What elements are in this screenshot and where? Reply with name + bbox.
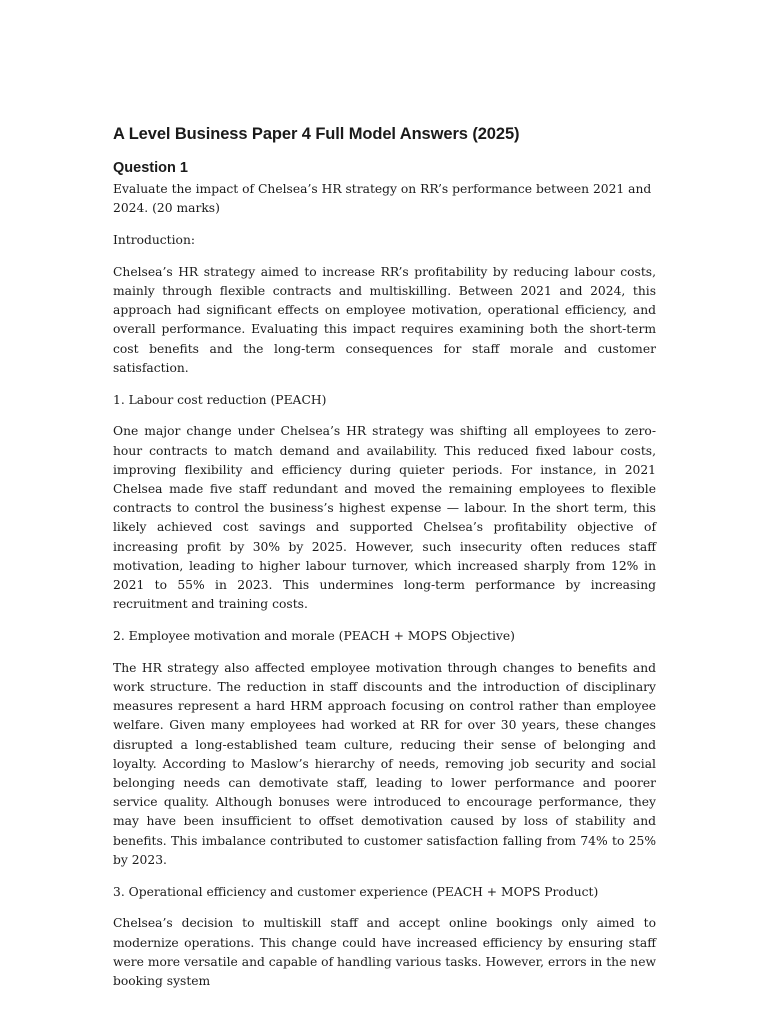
introduction-label: Introduction: <box>113 233 196 247</box>
section-2-heading: 2. Employee motivation and morale (PEACH + MOPS Objective) <box>113 629 515 644</box>
introduction-paragraph: Chelsea’s HR strategy aimed to increase RR’s profitability by reducing labour costs, mainly through flexible contracts and multiskilling. Between 2021 and 2024, this approach had significant effects on employee motivation, operational efficiency, and overall performance. Evaluating this impact requires examining both the short-term cost benefits and the long-term consequences for staff morale and customer satisfaction. <box>113 264 656 375</box>
section-1-paragraph: One major change under Chelsea’s HR strategy was shifting all employees to zero-hour contracts to match demand and availability. This reduced fixed labour costs, improving flexibility and efficiency during quieter periods. For instance, in 2021 Chelsea made five staff redundant and moved the remaining employees to flexible contracts to control the business’s highest expense — labour. In the short term, this likely achieved cost savings and supported Chelsea’s profitability objective of increasing profit by 30% by 2025. However, such insecurity often reduces staff motivation, leading to higher labour turnover, which increased sharply from 12% in 2021 to 55% in 2023. This undermines long-term performance by increasing recruitment and training costs. <box>113 424 656 612</box>
section-1-heading: 1. Labour cost reduction (PEACH) <box>113 392 327 407</box>
section-3-heading: 3. Operational efficiency and customer experience (PEACH + MOPS Product) <box>113 884 599 899</box>
question-text: Evaluate the impact of Chelsea’s HR strategy on RR’s performance between 2021 and 2024. (20 marks) <box>113 182 652 216</box>
question-heading: Question 1 <box>113 160 188 176</box>
section-3-paragraph: Chelsea’s decision to multiskill staff and accept online bookings only aimed to modernize operations. This change could have increased efficiency by ensuring staff were more versatile and capable of handling various tasks. However, errors in the new booking system <box>113 916 657 989</box>
document-title: A Level Business Paper 4 Full Model Answers (2025) <box>113 125 520 143</box>
document-page <box>113 122 656 1004</box>
section-2-paragraph: The HR strategy also affected employee motivation through changes to benefits and work structure. The reduction in staff discounts and the introduction of disciplinary measures represent a hard HRM approach focusing on control rather than employee welfare. Given many employees had worked at RR for over 30 years, these changes disrupted a long-established team culture, reducing their sense of belonging and loyalty. According to Maslow’s hierarchy of needs, removing job security and social belonging needs can demotivate staff, leading to lower performance and poorer service quality. Although bonuses were introduced to encourage performance, they may have been insufficient to offset demotivation caused by loss of stability and benefits. This imbalance contributed to customer satisfaction falling from 74% to 25% by 2023. <box>113 660 656 867</box>
